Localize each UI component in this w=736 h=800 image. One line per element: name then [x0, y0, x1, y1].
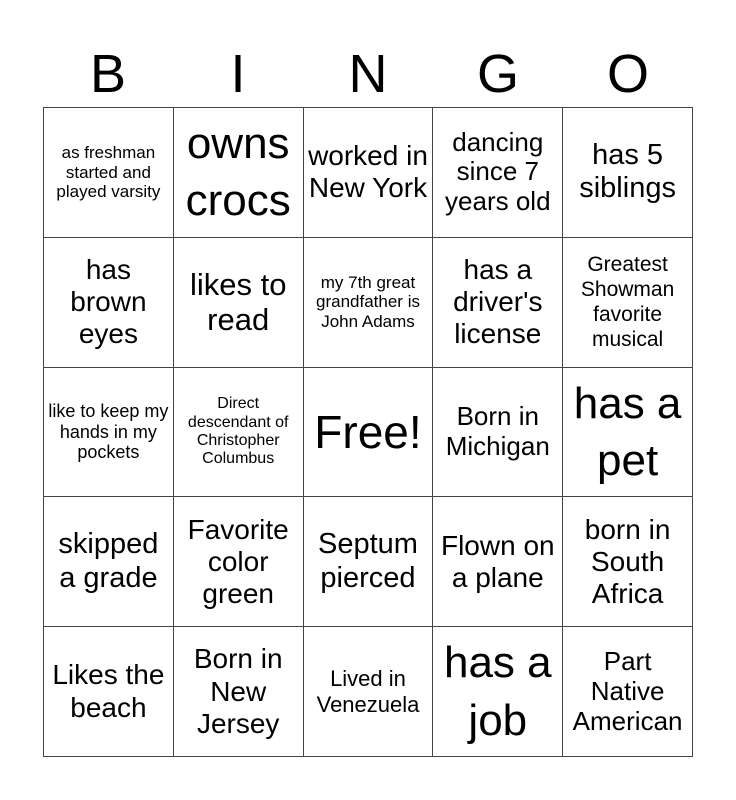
bingo-cell[interactable]: [174, 238, 304, 368]
bingo-cell[interactable]: [433, 368, 563, 498]
bingo-cell[interactable]: [44, 368, 174, 498]
header-letter-b: B: [89, 44, 127, 104]
bingo-cell[interactable]: [44, 108, 174, 238]
header-letter-n: N: [348, 44, 388, 104]
cell-text: Born in Michigan: [445, 401, 550, 461]
cell-text: Likes the beach: [52, 659, 165, 723]
bingo-cell[interactable]: [563, 108, 693, 238]
header-letter-g: G: [476, 44, 519, 104]
header-letter-i: I: [230, 44, 246, 104]
cell-text: has brown eyes: [70, 253, 147, 350]
bingo-cell[interactable]: [174, 108, 304, 238]
cell-text: has a pet: [573, 378, 682, 485]
cell-text: Free!: [314, 405, 422, 458]
bingo-cell[interactable]: [304, 497, 434, 627]
cell-text: worked in New York: [308, 140, 428, 204]
bingo-cell[interactable]: [174, 497, 304, 627]
cell-text: has a driver's license: [453, 253, 543, 350]
cell-text: likes to read: [189, 266, 287, 338]
bingo-cell[interactable]: [304, 627, 434, 757]
bingo-header: [43, 42, 693, 106]
bingo-cell[interactable]: [304, 238, 434, 368]
bingo-cell[interactable]: [433, 238, 563, 368]
cell-text: as freshman started and played varsity: [56, 143, 161, 202]
bingo-cell[interactable]: [44, 627, 174, 757]
cell-text: Lived in Venezuela: [316, 666, 420, 717]
cell-text: has a job: [443, 638, 552, 745]
bingo-cell[interactable]: [563, 497, 693, 627]
bingo-cell[interactable]: [174, 368, 304, 498]
cell-text: Favorite color green: [187, 513, 289, 609]
cell-text: Born in New Jersey: [193, 643, 283, 739]
bingo-cell[interactable]: [44, 497, 174, 627]
bingo-grid: [43, 107, 693, 757]
cell-text: has 5 siblings: [579, 139, 676, 205]
cell-text: my 7th great grandfather is John Adams: [316, 272, 420, 331]
cell-text: skipped a grade: [58, 528, 159, 594]
header-letter-o: O: [606, 44, 649, 104]
bingo-cell[interactable]: [433, 497, 563, 627]
bingo-cell[interactable]: [563, 368, 693, 498]
cell-text: like to keep my hands in my pockets: [48, 400, 169, 463]
cell-text: Greatest Showman favorite musical: [580, 252, 675, 352]
cell-text: Part Native American: [572, 645, 683, 736]
bingo-cell[interactable]: [433, 108, 563, 238]
cell-text: born in South Africa: [584, 513, 671, 609]
bingo-cell[interactable]: [174, 627, 304, 757]
bingo-cell[interactable]: [304, 368, 434, 498]
bingo-cell[interactable]: [433, 627, 563, 757]
bingo-cell[interactable]: [563, 627, 693, 757]
cell-text: dancing since 7 years old: [445, 126, 551, 217]
bingo-cell[interactable]: [44, 238, 174, 368]
cell-text: Septum pierced: [318, 528, 418, 594]
bingo-cell[interactable]: [563, 238, 693, 368]
bingo-cell[interactable]: [304, 108, 434, 238]
cell-text: Direct descendant of Christopher Columbus: [187, 395, 289, 468]
cell-text: Flown on a plane: [440, 529, 555, 593]
cell-text: owns crocs: [185, 119, 291, 226]
